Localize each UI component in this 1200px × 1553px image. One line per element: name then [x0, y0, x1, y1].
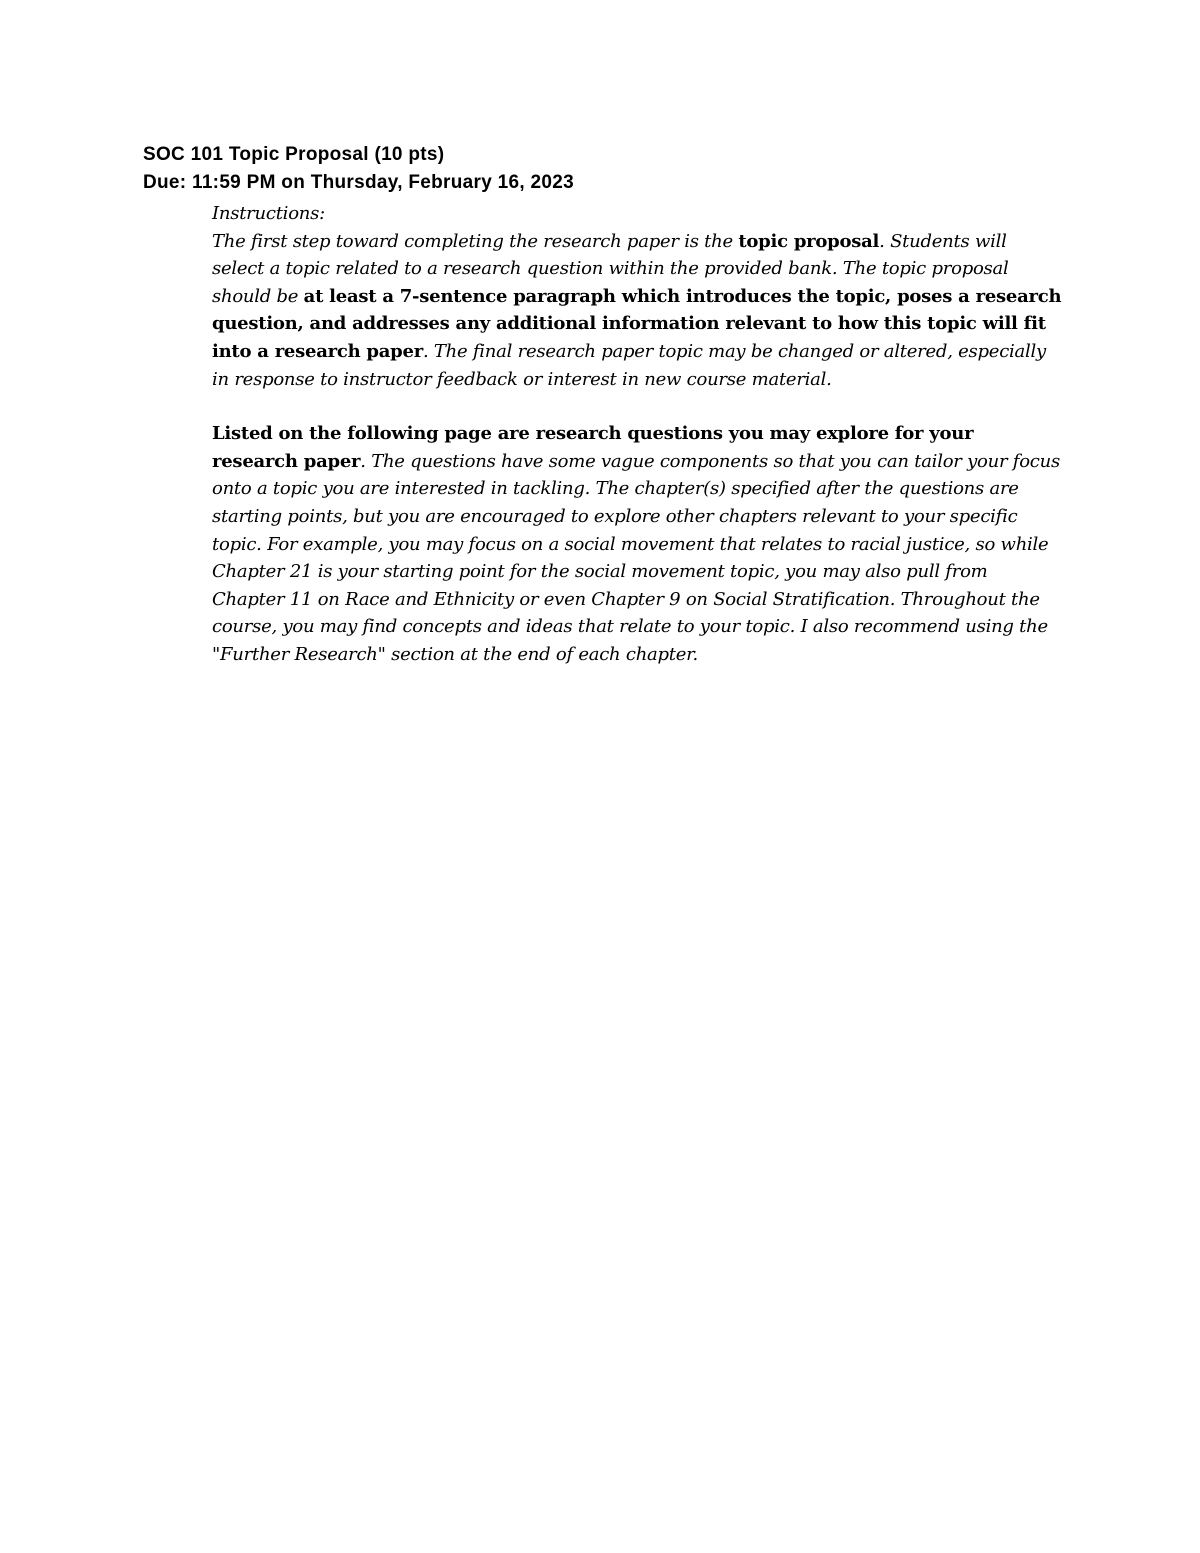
due-date: Due: 11:59 PM on Thursday, February 16, 2023 [143, 172, 575, 193]
p1-bold-requirements: at least a 7-sentence paragraph which introduces the topic, poses a research question, and addresses any additional information relevant to how this topic will fit into a research paper [212, 285, 1062, 362]
assignment-title: SOC 101 Topic Proposal (10 pts) [143, 144, 445, 165]
p2-bold-intro: Listed on the following page are research questions you may explore for your research paper [212, 423, 974, 472]
paragraph-research-questions [212, 420, 1062, 668]
document-header [143, 141, 1043, 197]
paragraph-topic-proposal [212, 228, 1062, 394]
document-body [212, 200, 1062, 669]
p1-text-3: . The final research paper topic may be changed or altered, especially in response to instructor feedback or interest in new course material. [212, 340, 1046, 390]
p1-text-1: The first step toward completing the research paper is the [212, 230, 739, 252]
p2-text: . The questions have some vague components so that you can tailor your focus onto a topic you are interested in tackling. The chapter(s) specified after the questions are starting points, but you are encouraged to explore other chapters relevant to your specific topic. For example, you may focus on a social movement that relates to racial justice, so while Chapter 21 is your starting point for the social movement topic, you may also pull from Chapter 11 on Race and Ethnicity or even Chapter 9 on Social Stratification. Throughout the course, you may find concepts and ideas that relate to your topic. I also recommend using the "Further Research" section at the end of each chapter. [212, 450, 1060, 665]
p1-text-2: . Students will select a topic related to a research question within the provided bank. The topic proposal should be [212, 230, 1009, 307]
instructions-label: Instructions: [212, 203, 325, 224]
paragraph-spacer [212, 393, 1062, 420]
p1-bold-topic-proposal: topic proposal [738, 230, 880, 252]
